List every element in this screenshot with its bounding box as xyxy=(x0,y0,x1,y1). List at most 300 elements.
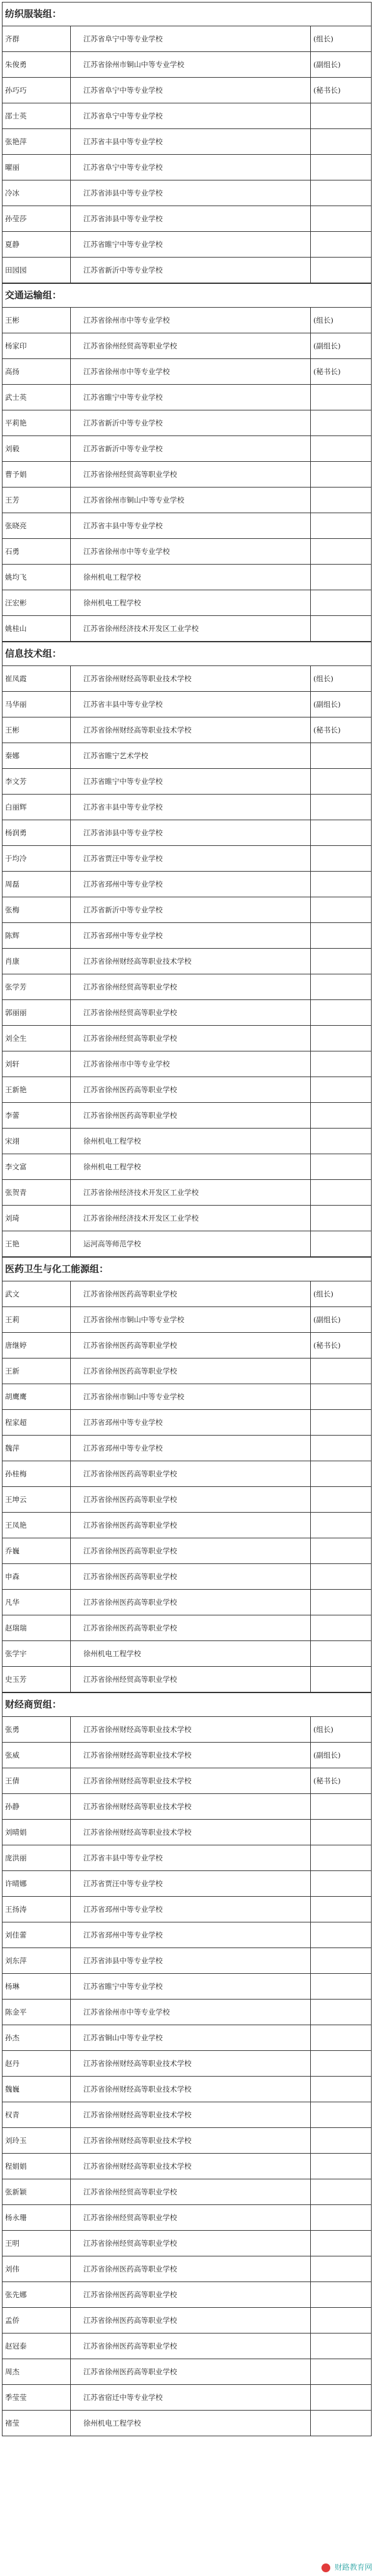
member-school: 江苏省徐州财经高等职业技术学校 xyxy=(71,2128,311,2154)
member-name: 张晓亮 xyxy=(3,513,71,539)
member-row xyxy=(3,155,371,180)
member-role xyxy=(311,1538,372,1564)
member-role xyxy=(311,410,372,436)
member-role xyxy=(311,1641,372,1667)
member-school: 江苏省邳州中等专业学校 xyxy=(71,1436,311,1461)
member-school: 江苏省徐州财经高等职业技术学校 xyxy=(71,2051,311,2077)
member-role xyxy=(311,1564,372,1590)
member-name: 唐继婷 xyxy=(3,1333,71,1358)
member-role xyxy=(311,2282,372,2308)
member-school: 江苏省徐州经贸高等职业学校 xyxy=(71,1000,311,1026)
member-row xyxy=(3,949,371,974)
member-row xyxy=(3,78,371,103)
member-role xyxy=(311,872,372,897)
member-name: 孟侨 xyxy=(3,2308,71,2334)
member-row xyxy=(3,1206,371,1231)
member-role xyxy=(311,1845,372,1871)
document-body xyxy=(2,2,372,2436)
member-row xyxy=(3,2179,371,2205)
member-role xyxy=(311,1667,372,1692)
watermark-logo-icon xyxy=(321,2563,330,2572)
member-name: 高扬 xyxy=(3,359,71,385)
member-table xyxy=(3,1281,371,1692)
member-row xyxy=(3,1051,371,1077)
member-role: (组长) xyxy=(311,308,372,333)
member-school: 江苏省徐州市中等专业学校 xyxy=(71,539,311,565)
member-row xyxy=(3,692,371,717)
member-row xyxy=(3,616,371,642)
member-row xyxy=(3,1820,371,1845)
member-school: 江苏省丰县中等专业学校 xyxy=(71,129,311,155)
member-role xyxy=(311,1231,372,1257)
member-school: 江苏省徐州医药高等职业学校 xyxy=(71,1358,311,1384)
member-role xyxy=(311,1487,372,1513)
member-school: 江苏省睢宁艺术学校 xyxy=(71,743,311,769)
member-school: 江苏省徐州经贸高等职业学校 xyxy=(71,1026,311,1051)
member-role xyxy=(311,2077,372,2102)
member-name: 李文富 xyxy=(3,1154,71,1180)
member-school: 徐州机电工程学校 xyxy=(71,590,311,616)
member-name: 曜丽 xyxy=(3,155,71,180)
member-school: 江苏省徐州经贸高等职业学校 xyxy=(71,333,311,359)
member-role xyxy=(311,820,372,846)
member-row xyxy=(3,1436,371,1461)
member-school: 江苏省丰县中等专业学校 xyxy=(71,513,311,539)
member-school: 江苏省邳州中等专业学校 xyxy=(71,872,311,897)
member-row xyxy=(3,1615,371,1641)
member-name: 白丽辉 xyxy=(3,795,71,820)
member-row xyxy=(3,2308,371,2334)
member-row xyxy=(3,1384,371,1410)
member-school: 江苏省睢宁中等专业学校 xyxy=(71,385,311,410)
member-row xyxy=(3,872,371,897)
member-role xyxy=(311,1358,372,1384)
member-school: 江苏省徐州经贸高等职业学校 xyxy=(71,2231,311,2256)
member-role xyxy=(311,2154,372,2179)
member-role xyxy=(311,1897,372,1922)
member-school: 江苏省徐州经贸高等职业学校 xyxy=(71,2205,311,2231)
member-role xyxy=(311,1206,372,1231)
member-school: 江苏省徐州经贸高等职业学校 xyxy=(71,1667,311,1692)
member-school: 江苏省新沂中等专业学校 xyxy=(71,436,311,462)
member-row xyxy=(3,769,371,795)
member-school: 江苏省徐州经济技术开发区工业学校 xyxy=(71,1206,311,1231)
member-row xyxy=(3,2385,371,2411)
member-role xyxy=(311,103,372,129)
member-school: 江苏省睢宁中等专业学校 xyxy=(71,769,311,795)
member-role xyxy=(311,974,372,1000)
member-role xyxy=(311,616,372,642)
member-name: 孙静 xyxy=(3,1794,71,1820)
member-name: 宋翊 xyxy=(3,1129,71,1154)
member-role xyxy=(311,2385,372,2411)
member-school: 江苏省阜宁中等专业学校 xyxy=(71,78,311,103)
member-row xyxy=(3,1103,371,1129)
member-school: 江苏省新沂中等专业学校 xyxy=(71,258,311,283)
member-school: 江苏省徐州医药高等职业学校 xyxy=(71,1281,311,1307)
member-row xyxy=(3,1922,371,1948)
member-row xyxy=(3,590,371,616)
member-school: 江苏省阜宁中等专业学校 xyxy=(71,103,311,129)
member-school: 徐州机电工程学校 xyxy=(71,1154,311,1180)
member-name: 王坤云 xyxy=(3,1487,71,1513)
member-row xyxy=(3,795,371,820)
member-row xyxy=(3,2128,371,2154)
member-role: (副组长) xyxy=(311,692,372,717)
member-name: 刘琦 xyxy=(3,1206,71,1231)
committee-section xyxy=(2,2,372,283)
member-role xyxy=(311,565,372,590)
member-row xyxy=(3,52,371,78)
committee-section xyxy=(2,1692,372,2436)
member-school: 江苏省徐州医药高等职业学校 xyxy=(71,2308,311,2334)
member-role: (副组长) xyxy=(311,1743,372,1768)
member-row xyxy=(3,410,371,436)
member-name: 王倩 xyxy=(3,1768,71,1794)
member-name: 刘东萍 xyxy=(3,1948,71,1974)
member-name: 姚桂山 xyxy=(3,616,71,642)
member-name: 王彬 xyxy=(3,308,71,333)
member-name: 曹予娟 xyxy=(3,462,71,488)
member-role xyxy=(311,1974,372,2000)
member-name: 于均冷 xyxy=(3,846,71,872)
member-name: 刘全生 xyxy=(3,1026,71,1051)
member-name: 齐群 xyxy=(3,26,71,52)
member-row xyxy=(3,1333,371,1358)
member-name: 田园园 xyxy=(3,258,71,283)
member-name: 刘佳蕾 xyxy=(3,1922,71,1948)
member-name: 胡鹰鹰 xyxy=(3,1384,71,1410)
member-name: 赵瑞瑞 xyxy=(3,1615,71,1641)
member-school: 江苏省徐州财经高等职业技术学校 xyxy=(71,2102,311,2128)
member-table xyxy=(3,308,371,642)
member-name: 张先娜 xyxy=(3,2282,71,2308)
member-row xyxy=(3,103,371,129)
member-name: 凡华 xyxy=(3,1590,71,1615)
member-role xyxy=(311,743,372,769)
member-row xyxy=(3,666,371,692)
member-school: 江苏省徐州医药高等职业学校 xyxy=(71,1538,311,1564)
member-role xyxy=(311,1871,372,1897)
member-role xyxy=(311,1461,372,1487)
member-row xyxy=(3,1180,371,1206)
member-school: 江苏省徐州医药高等职业学校 xyxy=(71,2334,311,2359)
member-name: 肖康 xyxy=(3,949,71,974)
member-school: 江苏省徐州医药高等职业学校 xyxy=(71,2282,311,2308)
member-role xyxy=(311,155,372,180)
member-row xyxy=(3,359,371,385)
member-name: 孙杰 xyxy=(3,2025,71,2051)
member-name: 马华丽 xyxy=(3,692,71,717)
member-school: 江苏省徐州医药高等职业学校 xyxy=(71,2256,311,2282)
member-school: 徐州机电工程学校 xyxy=(71,1129,311,1154)
member-row xyxy=(3,1281,371,1307)
member-role xyxy=(311,1180,372,1206)
member-role xyxy=(311,488,372,513)
member-school: 江苏省徐州经济技术开发区工业学校 xyxy=(71,1180,311,1206)
member-school: 江苏省邳州中等专业学校 xyxy=(71,923,311,949)
member-school: 徐州机电工程学校 xyxy=(71,2411,311,2436)
member-name: 周杰 xyxy=(3,2359,71,2385)
member-school: 江苏省徐州医药高等职业学校 xyxy=(71,1487,311,1513)
member-school: 江苏省徐州经贸高等职业学校 xyxy=(71,974,311,1000)
member-row xyxy=(3,436,371,462)
member-row xyxy=(3,1871,371,1897)
member-school: 江苏省徐州财经高等职业技术学校 xyxy=(71,2077,311,2102)
member-row xyxy=(3,1590,371,1615)
member-row xyxy=(3,2154,371,2179)
committee-section xyxy=(2,283,372,642)
member-name: 许晴娜 xyxy=(3,1871,71,1897)
member-role xyxy=(311,1820,372,1845)
member-role: (组长) xyxy=(311,26,372,52)
member-role xyxy=(311,590,372,616)
member-role xyxy=(311,795,372,820)
member-role: (组长) xyxy=(311,1717,372,1743)
section-title: 信息技术组： xyxy=(3,642,371,666)
member-role xyxy=(311,949,372,974)
member-role xyxy=(311,1154,372,1180)
member-school: 江苏省沛县中等专业学校 xyxy=(71,180,311,206)
member-name: 王扬涛 xyxy=(3,1897,71,1922)
member-role xyxy=(311,1103,372,1129)
member-name: 权青 xyxy=(3,2102,71,2128)
member-row xyxy=(3,1948,371,1974)
member-name: 王新 xyxy=(3,1358,71,1384)
member-row xyxy=(3,2051,371,2077)
member-row xyxy=(3,923,371,949)
member-row xyxy=(3,1231,371,1257)
member-row xyxy=(3,1154,371,1180)
member-name: 张学宇 xyxy=(3,1641,71,1667)
member-name: 孙莹莎 xyxy=(3,206,71,232)
member-school: 徐州机电工程学校 xyxy=(71,1641,311,1667)
member-row xyxy=(3,1358,371,1384)
member-row xyxy=(3,2000,371,2025)
member-table xyxy=(3,666,371,1257)
member-school: 江苏省徐州财经高等职业技术学校 xyxy=(71,1820,311,1845)
member-role xyxy=(311,1051,372,1077)
member-row xyxy=(3,462,371,488)
member-row xyxy=(3,2282,371,2308)
member-school: 江苏省徐州医药高等职业学校 xyxy=(71,1461,311,1487)
member-name: 杨家印 xyxy=(3,333,71,359)
member-name: 崔凤霞 xyxy=(3,666,71,692)
member-role xyxy=(311,2000,372,2025)
member-name: 张贺青 xyxy=(3,1180,71,1206)
member-school: 江苏省徐州财经高等职业技术学校 xyxy=(71,1794,311,1820)
member-name: 程娟娟 xyxy=(3,2154,71,2179)
member-row xyxy=(3,1307,371,1333)
member-role xyxy=(311,2205,372,2231)
member-name: 王凤艳 xyxy=(3,1513,71,1538)
member-row xyxy=(3,1641,371,1667)
member-role: (秘书长) xyxy=(311,717,372,743)
member-school: 江苏省沛县中等专业学校 xyxy=(71,206,311,232)
member-role: (副组长) xyxy=(311,333,372,359)
member-row xyxy=(3,1717,371,1743)
member-role xyxy=(311,1384,372,1410)
member-name: 刘晴娟 xyxy=(3,1820,71,1845)
member-school: 江苏省徐州医药高等职业学校 xyxy=(71,1103,311,1129)
member-name: 平莉艳 xyxy=(3,410,71,436)
watermark-text: 财路教育网 xyxy=(334,2563,372,2572)
section-title: 纺织服装组： xyxy=(3,3,371,26)
member-name: 魏巍 xyxy=(3,2077,71,2102)
member-name: 刘玲玉 xyxy=(3,2128,71,2154)
member-name: 周磊 xyxy=(3,872,71,897)
member-role xyxy=(311,1615,372,1641)
member-role xyxy=(311,2308,372,2334)
member-name: 秦娜 xyxy=(3,743,71,769)
member-name: 李蕾 xyxy=(3,1103,71,1129)
member-name: 武士英 xyxy=(3,385,71,410)
member-role xyxy=(311,846,372,872)
member-name: 郭丽丽 xyxy=(3,1000,71,1026)
member-role xyxy=(311,769,372,795)
member-school: 江苏省邳州中等专业学校 xyxy=(71,1922,311,1948)
member-name: 武文 xyxy=(3,1281,71,1307)
member-name: 张学芳 xyxy=(3,974,71,1000)
member-name: 汪宏彬 xyxy=(3,590,71,616)
member-row xyxy=(3,1129,371,1154)
member-role xyxy=(311,1026,372,1051)
member-row xyxy=(3,2359,371,2385)
member-school: 江苏省徐州市铜山中等专业学校 xyxy=(71,52,311,78)
member-row xyxy=(3,1845,371,1871)
member-row xyxy=(3,385,371,410)
member-role: (秘书长) xyxy=(311,78,372,103)
member-role xyxy=(311,1794,372,1820)
member-row xyxy=(3,1000,371,1026)
member-school: 江苏省贾汪中等专业学校 xyxy=(71,846,311,872)
member-role xyxy=(311,2359,372,2385)
member-name: 姚均飞 xyxy=(3,565,71,590)
member-role xyxy=(311,436,372,462)
member-role xyxy=(311,1590,372,1615)
member-role: (秘书长) xyxy=(311,359,372,385)
member-school: 运河高等师范学校 xyxy=(71,1231,311,1257)
member-role xyxy=(311,1410,372,1436)
member-school: 江苏省徐州医药高等职业学校 xyxy=(71,2359,311,2385)
member-name: 乔巍 xyxy=(3,1538,71,1564)
member-school: 江苏省邳州中等专业学校 xyxy=(71,1410,311,1436)
member-name: 杨琳 xyxy=(3,1974,71,2000)
member-row xyxy=(3,333,371,359)
member-school: 江苏省沛县中等专业学校 xyxy=(71,1948,311,1974)
member-name: 张梅 xyxy=(3,897,71,923)
member-name: 杨润勇 xyxy=(3,820,71,846)
member-school: 江苏省徐州市中等专业学校 xyxy=(71,359,311,385)
member-row xyxy=(3,897,371,923)
member-role xyxy=(311,129,372,155)
member-school: 江苏省徐州财经高等职业技术学校 xyxy=(71,949,311,974)
member-row xyxy=(3,1768,371,1794)
member-row xyxy=(3,1410,371,1436)
member-school: 江苏省睢宁中等专业学校 xyxy=(71,232,311,258)
member-row xyxy=(3,717,371,743)
member-name: 邵士英 xyxy=(3,103,71,129)
member-row xyxy=(3,2334,371,2359)
member-school: 江苏省新沂中等专业学校 xyxy=(71,410,311,436)
member-school: 江苏省徐州经贸高等职业学校 xyxy=(71,462,311,488)
section-title: 交通运输组： xyxy=(3,284,371,308)
section-title: 医药卫生与化工能源组： xyxy=(3,1258,371,1281)
member-row xyxy=(3,26,371,52)
member-row xyxy=(3,232,371,258)
member-role xyxy=(311,1436,372,1461)
member-row xyxy=(3,974,371,1000)
section-title: 财经商贸组： xyxy=(3,1693,371,1717)
member-school: 江苏省徐州财经高等职业技术学校 xyxy=(71,1768,311,1794)
member-school: 江苏省徐州市铜山中等专业学校 xyxy=(71,488,311,513)
member-name: 夏静 xyxy=(3,232,71,258)
member-row xyxy=(3,846,371,872)
member-name: 陈辉 xyxy=(3,923,71,949)
member-name: 程家超 xyxy=(3,1410,71,1436)
member-row xyxy=(3,2077,371,2102)
member-name: 张勇 xyxy=(3,1717,71,1743)
member-row xyxy=(3,820,371,846)
member-role: (副组长) xyxy=(311,1307,372,1333)
member-school: 江苏省徐州医药高等职业学校 xyxy=(71,1615,311,1641)
member-row xyxy=(3,1513,371,1538)
member-role xyxy=(311,1513,372,1538)
member-role xyxy=(311,2128,372,2154)
member-role xyxy=(311,258,372,283)
member-name: 申森 xyxy=(3,1564,71,1590)
member-name: 赵丹 xyxy=(3,2051,71,2077)
member-row xyxy=(3,2205,371,2231)
member-name: 王莉 xyxy=(3,1307,71,1333)
member-school: 江苏省徐州市铜山中等专业学校 xyxy=(71,1384,311,1410)
member-school: 江苏省徐州医药高等职业学校 xyxy=(71,1333,311,1358)
member-school: 江苏省徐州经贸高等职业学校 xyxy=(71,2179,311,2205)
member-name: 李文芳 xyxy=(3,769,71,795)
member-role xyxy=(311,2411,372,2436)
member-role xyxy=(311,462,372,488)
member-school: 江苏省丰县中等专业学校 xyxy=(71,1845,311,1871)
member-name: 魏萍 xyxy=(3,1436,71,1461)
member-role xyxy=(311,2102,372,2128)
member-name: 王新艳 xyxy=(3,1077,71,1103)
member-table xyxy=(3,1717,371,2436)
member-row xyxy=(3,129,371,155)
member-role xyxy=(311,180,372,206)
member-row xyxy=(3,488,371,513)
member-school: 徐州机电工程学校 xyxy=(71,565,311,590)
member-role: (副组长) xyxy=(311,52,372,78)
member-school: 江苏省徐州财经高等职业技术学校 xyxy=(71,717,311,743)
member-school: 江苏省徐州财经高等职业技术学校 xyxy=(71,666,311,692)
member-name: 刘毅 xyxy=(3,436,71,462)
member-name: 王艳 xyxy=(3,1231,71,1257)
member-name: 张艳萍 xyxy=(3,129,71,155)
member-row xyxy=(3,258,371,283)
member-name: 褚莹 xyxy=(3,2411,71,2436)
member-name: 陈金平 xyxy=(3,2000,71,2025)
member-role xyxy=(311,1948,372,1974)
member-role xyxy=(311,1077,372,1103)
member-school: 江苏省铜山中等专业学校 xyxy=(71,2025,311,2051)
site-watermark xyxy=(321,2562,372,2572)
member-name: 刘轩 xyxy=(3,1051,71,1077)
member-school: 江苏省阜宁中等专业学校 xyxy=(71,155,311,180)
member-row xyxy=(3,1026,371,1051)
member-role xyxy=(311,897,372,923)
member-row xyxy=(3,2256,371,2282)
member-row xyxy=(3,565,371,590)
